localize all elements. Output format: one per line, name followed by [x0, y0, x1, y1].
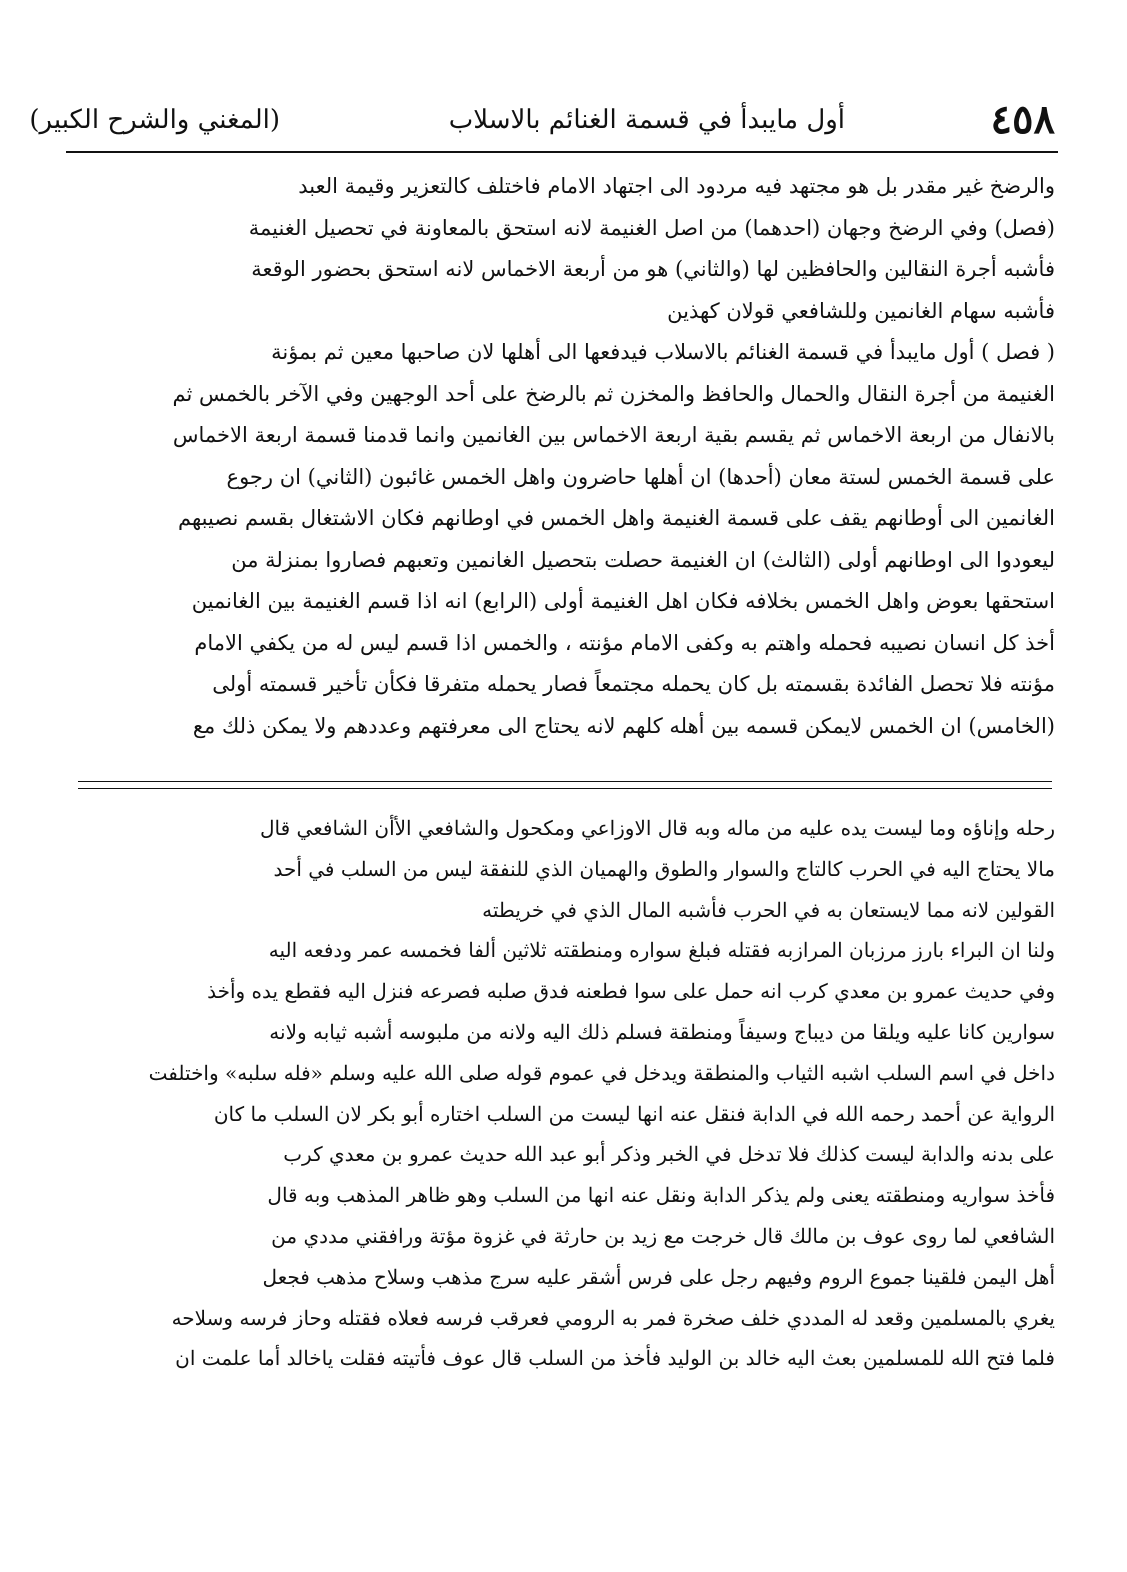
- main-text-line: فأشبه أجرة النقالين والحافظين لها (والثاني) هو من أربعة الاخماس لانه استحق بحضور الوقعة: [251, 257, 1055, 281]
- commentary-text: [70, 808, 1055, 1379]
- commentary-line: القولين لانه مما لايستعان به في الحرب فأشبه المال الذي في خريطته: [482, 897, 1055, 922]
- commentary-line: فأخذ سواريه ومنطقته يعنى ولم يذكر الدابة ونقل عنه انها من السلب وهو ظاهر المذهب وبه قال: [267, 1183, 1055, 1208]
- main-text-line: فأشبه سهام الغانمين وللشافعي قولان كهذين: [667, 298, 1055, 323]
- section-divider-top: [78, 781, 1052, 782]
- commentary-line: أهل اليمن فلقينا جموع الروم وفيهم رجل على فرس أشقر عليه سرج مذهب وسلاح مذهب فجعل: [262, 1264, 1055, 1289]
- commentary-line: الشافعي لما روى عوف بن مالك قال خرجت مع زيد بن حارثة في غزوة مؤتة ورافقني مددي من: [271, 1223, 1055, 1248]
- book-title: (المغني والشرح الكبير): [29, 105, 280, 135]
- commentary-line: يغري بالمسلمين وقعد له المددي خلف صخرة فمر به الرومي فعرقب فرسه فعلاه فقتله وحاز فرسه وسلاحه: [171, 1305, 1055, 1330]
- main-text-line: ( فصل ) أول مايبدأ في قسمة الغنائم بالاسلاب فيدفعها الى أهلها لان صاحبها معين ثم بمؤنة: [271, 340, 1055, 364]
- commentary-line: داخل في اسم السلب اشبه الثياب والمنطقة ويدخل في عموم قوله صلى الله عليه وسلم «فله سلبه» واختلفت: [148, 1060, 1055, 1085]
- page-header: [29, 92, 1055, 148]
- main-text-line: أخذ كل انسان نصيبه فحمله واهتم به وكفى الامام مؤنته ، والخمس اذا قسم ليس له من يكفي الامام: [194, 630, 1055, 655]
- running-title: أول مايبدأ في قسمة الغنائم بالاسلاب: [448, 105, 845, 135]
- main-text-line: بالانفال من اربعة الاخماس ثم يقسم بقية اربعة الاخماس بين الغانمين وانما قدمنا قسمة اربعة الاخماس: [172, 423, 1055, 447]
- commentary-line: فلما فتح الله للمسلمين بعث اليه خالد بن الوليد فأخذ من السلب قال عوف فأتيته فقلت ياخالد أما علمت ان: [175, 1346, 1055, 1371]
- commentary-line: ولنا ان البراء بارز مرزبان المرازبه فقتله فبلغ سواره ومنطقته ثلاثين ألفا فخمسه عمر ودفعه اليه: [268, 938, 1055, 963]
- commentary-line: مالا يحتاج اليه في الحرب كالتاج والسوار والطوق والهميان الذي للنفقة ليس من السلب في أحد: [273, 856, 1055, 881]
- main-text: [70, 166, 1055, 747]
- commentary-line: على بدنه والدابة ليست كذلك فلا تدخل في الخبر وذكر أبو عبد الله حديث عمرو بن معدي كرب: [283, 1142, 1055, 1167]
- commentary-line: رحله وإناؤه وما ليست يده عليه من ماله وبه قال الاوزاعي ومكحول والشافعي الأأن الشافعي قال: [260, 816, 1055, 840]
- commentary-line: وفي حديث عمرو بن معدي كرب انه حمل على سوا فطعنه فدق صلبه فصرعه فنزل اليه فقطع يده وأخذ: [207, 979, 1055, 1004]
- main-text-line: الغانمين الى أوطانهم يقف على قسمة الغنيمة واهل الخمس في اوطانهم فكان الاشتغال بقسم نصيبهم: [178, 506, 1055, 530]
- commentary-line: سوارين كانا عليه ويلقا من ديباج وسيفاً ومنطقة فسلم ذلك اليه ولانه من ملبوسه أشبه ثيابه ولانه: [269, 1019, 1055, 1044]
- main-text-line: (فصل) وفي الرضخ وجهان (احدهما) من اصل الغنيمة لانه استحق بالمعاونة في تحصيل الغنيمة: [248, 215, 1055, 240]
- section-divider-bottom: [78, 788, 1052, 789]
- main-text-line: ليعودوا الى اوطانهم أولى (الثالث) ان الغنيمة حصلت بتحصيل الغانمين وتعبهم فصاروا بمنزلة من: [231, 547, 1055, 572]
- main-text-line: والرضخ غير مقدر بل هو مجتهد فيه مردود الى اجتهاد الامام فاختلف كالتعزير وقيمة العبد: [298, 174, 1055, 198]
- main-text-line: الغنيمة من أجرة النقال والحمال والحافظ والمخزن ثم بالرضخ على أحد الوجهين وفي الآخر بالخمس ثم: [172, 381, 1055, 406]
- main-text-line: على قسمة الخمس لستة معان (أحدها) ان أهلها حاضرون واهل الخمس غائبون (الثاني) ان رجوع: [226, 464, 1055, 489]
- page-number: ٤٥٨: [990, 96, 1055, 143]
- main-text-line: استحقها بعوض واهل الخمس بخلافه فكان اهل الغنيمة أولى (الرابع) انه اذا قسم الغنيمة بين الغانمين: [191, 589, 1055, 613]
- main-text-line: (الخامس) ان الخمس لايمكن قسمه بين أهله كلهم لانه يحتاج الى معرفتهم وعددهم ولا يمكن ذلك مع: [192, 713, 1055, 738]
- main-text-line: مؤنته فلا تحصل الفائدة بقسمته بل كان يحمله مجتمعاً فصار يحمله متفرقا فكأن تأخير قسمته أولى: [212, 672, 1055, 696]
- header-rule: [66, 151, 1058, 153]
- commentary-line: الرواية عن أحمد رحمه الله في الدابة فنقل عنه انها ليست من السلب اختاره أبو بكر لان السلب ما كان: [213, 1101, 1055, 1126]
